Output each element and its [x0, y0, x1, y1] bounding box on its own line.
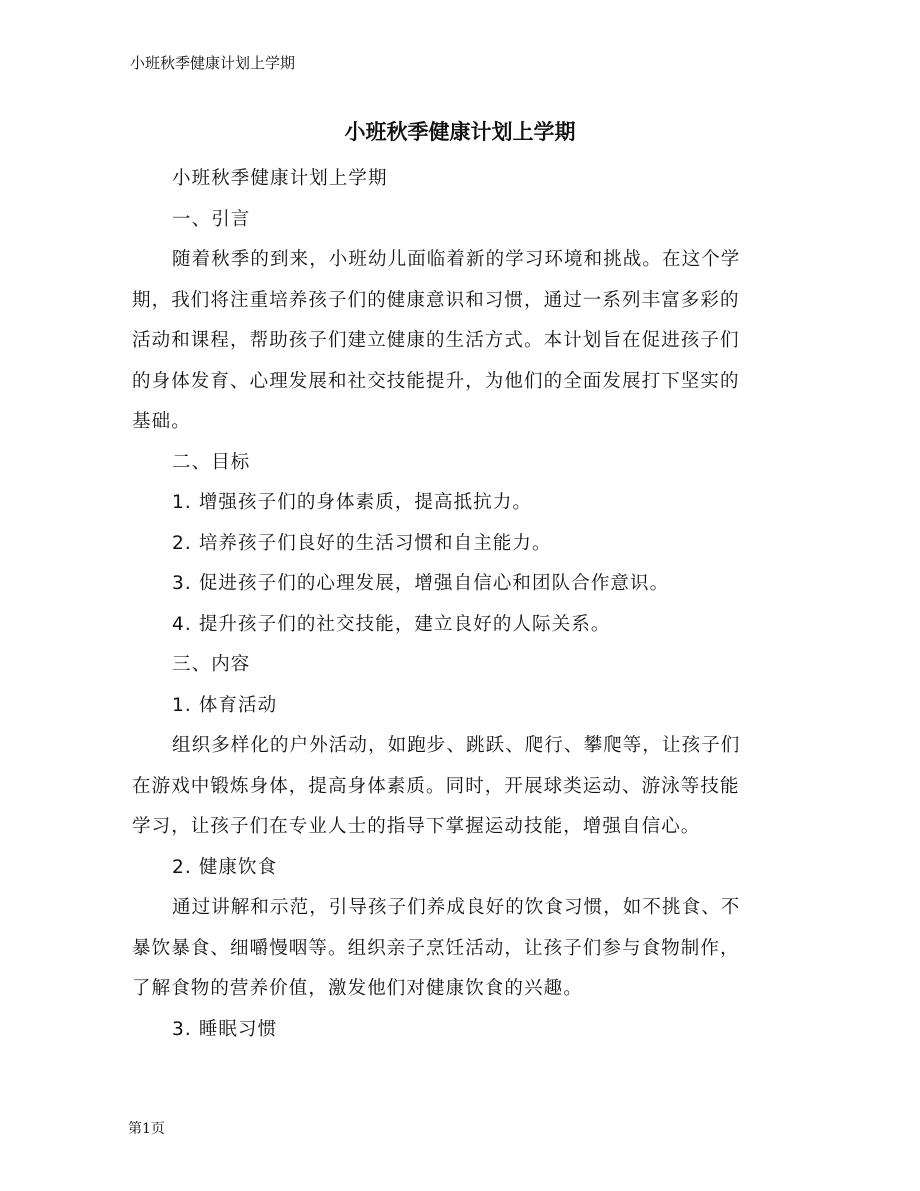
- text-line: 二、目标: [172, 451, 251, 473]
- text-line: 1. 增强孩子们的身体素质，提高抵抗力。: [172, 492, 533, 513]
- text-line: 在游戏中锻炼身体，提高身体素质。同时，开展球类运动、游泳等技能: [132, 775, 740, 797]
- text-line: 活动和课程，帮助孩子们建立健康的生活方式。本计划旨在促进孩子们: [132, 330, 740, 351]
- text-line: 暴饮暴食、细嚼慢咽等。组织亲子烹饪活动，让孩子们参与食物制作，: [132, 937, 740, 959]
- document-title: 小班秋季健康计划上学期: [344, 119, 576, 144]
- text-line: 三、内容: [172, 654, 251, 675]
- text-line: 通过讲解和示范，引导孩子们养成良好的饮食习惯，如不挑食、不: [172, 897, 741, 918]
- text-line: 4. 提升孩子们的社交技能，建立良好的人际关系。: [172, 613, 611, 635]
- running-header: 小班秋季健康计划上学期: [130, 54, 296, 72]
- text-line: 了解食物的营养价值，激发他们对健康饮食的兴趣。: [132, 978, 583, 999]
- text-line: 组织多样化的户外活动，如跑步、跳跃、爬行、攀爬等，让孩子们: [172, 735, 741, 756]
- text-line: 小班秋季健康计划上学期: [172, 168, 388, 189]
- text-line: 2. 培养孩子们良好的生活习惯和自主能力。: [172, 532, 552, 554]
- text-line: 3. 睡眠习惯: [172, 1018, 278, 1040]
- text-line: 3. 促进孩子们的心理发展，增强自信心和团队合作意识。: [172, 573, 670, 594]
- document-body: [132, 159, 812, 1050]
- text-line: 随着秋季的到来，小班幼儿面临着新的学习环境和挑战。在这个学: [172, 249, 741, 270]
- text-line: 学习，让孩子们在专业人士的指导下掌握运动技能，增强自信心。: [132, 816, 701, 837]
- text-line: 基础。: [132, 411, 191, 432]
- text-line: 的身体发育、心理发展和社交技能提升，为他们的全面发展打下坚实的: [132, 370, 740, 392]
- text-line: 2. 健康饮食: [172, 856, 278, 878]
- text-line: 期，我们将注重培养孩子们的健康意识和习惯，通过一系列丰富多彩的: [132, 289, 740, 311]
- text-line: 一、引言: [172, 208, 251, 230]
- text-line: 1. 体育活动: [172, 694, 278, 716]
- page-number: 第1页: [128, 1121, 165, 1137]
